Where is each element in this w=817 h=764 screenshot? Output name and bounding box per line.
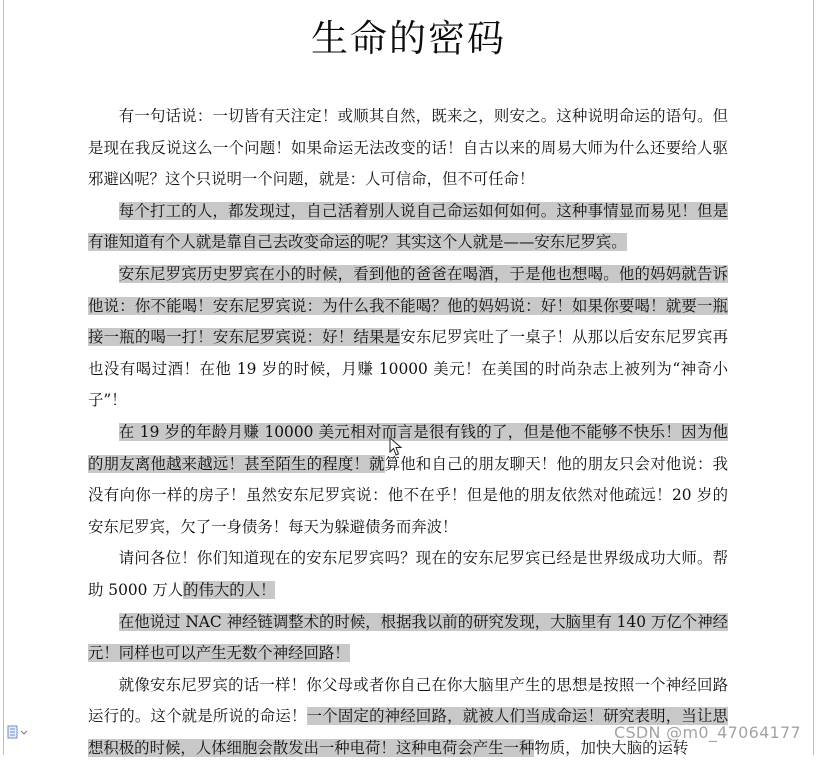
highlighted-text: 每个打工的人，都发现过，自己活着别人说自己命运如何如何。这种事情显而易见！但是有谁知道有个人就是靠自己去改变命运的呢？其实这个人就是——安东尼罗宾。 bbox=[88, 201, 728, 252]
page-edge-right bbox=[813, 0, 814, 755]
highlighted-text: 安东尼罗宾历史罗宾在小的时候，看到他的爸爸在喝酒，于是他也想喝。他的妈妈就告诉他说：你不能喝！安东尼罗宾说：为什么我不能喝？他的妈妈说：好！如果你要喝！就要一瓶接一瓶的喝一打！安东尼罗宾说：好！结果是 bbox=[88, 264, 728, 347]
watermark: CSDN @m0_47064177 bbox=[613, 723, 801, 742]
paragraph bbox=[88, 101, 728, 196]
highlighted-text: 的伟大的人！ bbox=[183, 580, 276, 599]
paragraph-text: 请问各位！你们知道现在的安东尼罗宾吗？现在的安东尼罗宾已经是世界级成功大师。帮助 5000 万人 bbox=[88, 549, 728, 599]
paragraph-text: 物质，加快大脑的运转 bbox=[534, 738, 689, 757]
document-icon[interactable] bbox=[7, 725, 29, 739]
page-edge-left bbox=[3, 0, 4, 755]
paragraph-text: 安东尼罗宾吐了一桌子！从那以后安东尼罗宾再也没有喝过酒！在他 19 岁的时候，月赚 10000 美元！在美国的时尚杂志上被列为“神奇小子”！ bbox=[88, 328, 728, 410]
paragraph-text: 算他和自己的朋友聊天！他的朋友只会对他说：我没有向你一样的房子！虽然安东尼罗宾说：他不在乎！但是他的朋友依然对他疏远！20 岁的安东尼罗宾，欠了一身债务！每天为躲避债务而奔波！ bbox=[88, 454, 728, 536]
paragraph-text: 有一句话说：一切皆有天注定！或顺其自然，既来之，则安之。这种说明命运的语句。但是现在我反说这么一个问题！如果命运无法改变的话！自古以来的周易大师为什么还要给人驱邪避凶呢？这个只说明一个问题，就是：人可信命，但不可任命！ bbox=[88, 107, 728, 189]
highlighted-text: 在他说过 NAC 神经链调整术的时候，根据我以前的研究发现，大脑里有 140 万亿个神经元！同样也可以产生无数个神经回路！ bbox=[88, 612, 728, 663]
document-title: 生命的密码 bbox=[311, 17, 506, 60]
document-body[interactable] bbox=[88, 101, 728, 764]
highlighted-text: 一个固定的神经回路，就被人们当成命运！研究表明，当让思想积极的时候，人体细胞会散发出一种电荷！这种电荷会产生一种 bbox=[88, 707, 728, 757]
paragraph bbox=[88, 259, 728, 417]
paragraph bbox=[88, 607, 728, 670]
paragraph bbox=[88, 670, 728, 764]
paragraph bbox=[88, 417, 728, 543]
highlighted-text: 在 19 岁的年龄月赚 10000 美元相对而言是很有钱的了，但是他不能够不快乐！因为他的朋友离他越来越远！甚至陌生的程度！就 bbox=[88, 422, 728, 473]
paragraph bbox=[88, 543, 728, 606]
paragraph-text: 就像安东尼罗宾的话一样！你父母或者你自己在你大脑里产生的思想是按照一个神经回路运行的。这个就是所说的命运！ bbox=[88, 675, 728, 726]
paragraph bbox=[88, 196, 728, 259]
text-cursor-icon bbox=[389, 437, 403, 457]
